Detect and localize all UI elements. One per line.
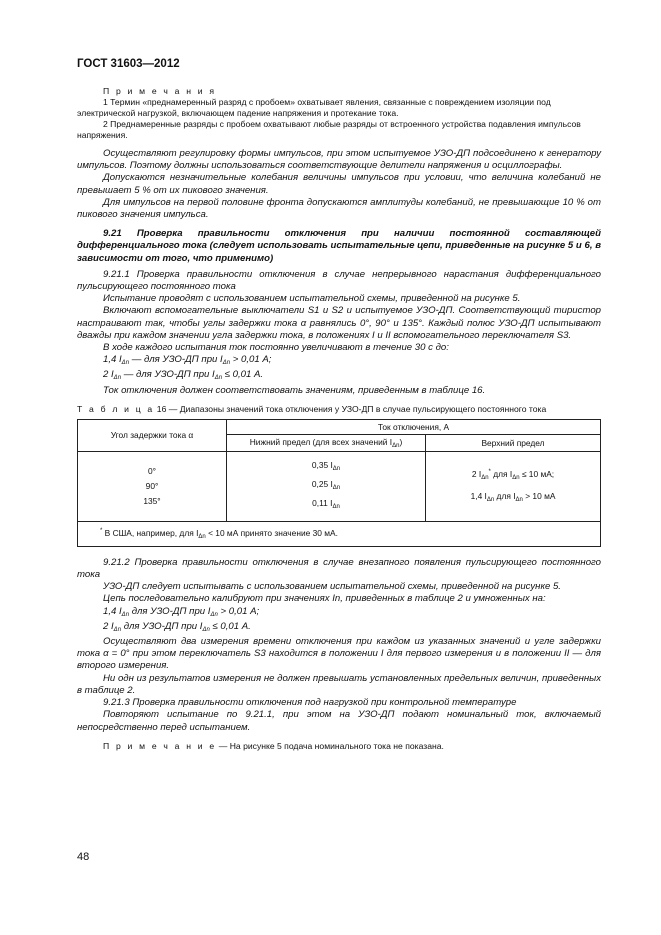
formula-line: 2 $I_{\Delta n}$ — для УЗО-ДП при $I_{\Delta n} \le 0,01$ А. [103,369,264,382]
paragraph: Испытание проводят с использованием испытательной схемы, приведенной на рисунке 5. [103,293,521,305]
table-caption: Т а б л и ц а 16 — Диапазоны значений тока отключения у УЗО-ДП в случае пульсирующего постоянного тока [77,403,547,414]
paragraph: Повторяют испытание по 9.21.1, при этом на УЗО-ДП подают номинальный ток, включаемый непосредственно перед испытанием. [77,709,601,733]
section-9-21-1-title: 9.21.1 Проверка правильности отключения в случае непрерывного нарастания дифференциального пульсирующего постоянного тока [77,268,601,293]
note-2: 2 Преднамеренные разряды с пробоем охватывают любые разряды от встроенного устройства подавления импульсов напряжения. [77,119,581,140]
cell-angles [78,451,227,521]
paragraph: УЗО-ДП следует испытывать с использованием испытательной схемы, приведенной на рисунке 5. [103,581,561,593]
header-upper-limit: Верхний предел [426,434,601,451]
table-16 [77,419,601,547]
lower-value: 0,25 $I_{\Delta n}$ [311,478,341,491]
main-text [77,86,601,752]
note-bottom: П р и м е ч а н и е — На рисунке 5 подача номинального тока не показана. [103,740,444,751]
paragraph: В ходе каждого испытания ток постоянно увеличивают в течение 30 с до: [103,342,449,354]
lower-value: 0,35 $I_{\Delta n}$ [311,459,341,472]
header-angle: Угол задержки тока α [78,419,227,451]
paragraph: Ток отключения должен соответствовать значениям, приведенным в таблице 16. [103,384,486,396]
section-9-21-3-title: 9.21.3 Проверка правильности отключения под нагрузкой при контрольной температуре [103,697,517,709]
angle-value: 135° [143,495,161,506]
document-header: ГОСТ 31603—2012 [77,58,180,70]
header-lower-limit: Нижний предел (для всех значений $I_{\Delta n}$) [227,434,426,451]
paragraph: Допускаются незначительные колебания величины импульсов при условии, что величина колебаний не превышает 5 % от их пикового значения. [77,172,601,196]
cell-upper [426,451,601,521]
angle-value: 0° [147,465,156,476]
section-9-21-title: 9.21 Проверка правильности отключения при наличии постоянной составляющей дифференциального тока (следует использовать испытательные цепи, приведенные на рисунке 5 и 6, в зависимости от того, что применимо) [77,228,601,264]
cell-lower [227,451,426,521]
note-1: 1 Термин «преднамеренный разряд с пробоем» охватывает явления, связанные с повреждением изоляции под электрической нагрузкой, включающем падение напряжения и протекание тока. [77,97,551,118]
formula-line: 1,4 $I_{\Delta n}$ — для УЗО-ДП при $I_{\Delta n} > 0,01$ А; [103,354,272,367]
upper-value: 1,4 $I_{\Delta n}$ для $I_{\Delta n} > 10$ мА [470,491,556,504]
paragraph: Для импульсов на первой половине фронта допускаются амплитуды колебаний, не превышающие 10 % от пикового значения импульса. [77,196,601,221]
section-9-21-2-title: 9.21.2 Проверка правильности отключения в случае внезапного появления пульсирующего постоянного тока [77,556,601,581]
paragraph: Цепь последовательно калибруют при значениях In, приведенных в таблице 2 и умноженных на: [103,593,546,605]
paragraph: Осуществляют два измерения времени отключения при каждом из указанных значений и угле задержки тока α = 0° при этом переключатель S3 находится в положении I для первого измерения и в положении II — для второго измерения. [77,636,601,672]
lower-value: 0,11 $I_{\Delta n}$ [312,497,340,510]
paragraph: Осуществляют регулировку формы импульсов, при этом испытуемое УЗО-ДП подсоединено к генератору импульсов. Поэтому должны использоваться соответствующие делители напряжения и осциллографы. [77,148,601,172]
formula-line: 1,4 $I_{\Delta n}$ для УЗО-ДП при $I_{\Delta n} > 0,01$ А; [103,605,260,618]
formula-line: 2 $I_{\Delta n}$ для УЗО-ДП при $I_{\Delta n} \le 0,01$ А. [103,620,251,633]
paragraph: Ни одн из результатов измерения не должен превышать установленных предельных величин, приведенных в таблице 2. [77,672,601,696]
upper-value: 2 $I_{\Delta n}^*$ для $I_{\Delta n} \le 10$ мА; [471,469,555,482]
paragraph: Включают вспомогательные выключатели S1 и S2 и испытуемое УЗО-ДП. Соответствующий тиристор настраивают так, чтобы углы задержки тока α равнялись 0°, 90° и 135°. Каждый полюс УЗО-ДП испытывают дважды при каждом значении угла задержки тока, в положениях I и II вспомогательного переключателя S3. [77,305,601,341]
page-number: 48 [77,851,90,863]
header-trip-current: Ток отключения, А [227,419,601,434]
angle-value: 90° [145,480,159,491]
table-footnote: * В США, например, для $I_{\Delta n} < 10$ мА принято значение 30 мА. [78,521,601,546]
notes-label: П р и м е ч а н и я [103,86,217,96]
